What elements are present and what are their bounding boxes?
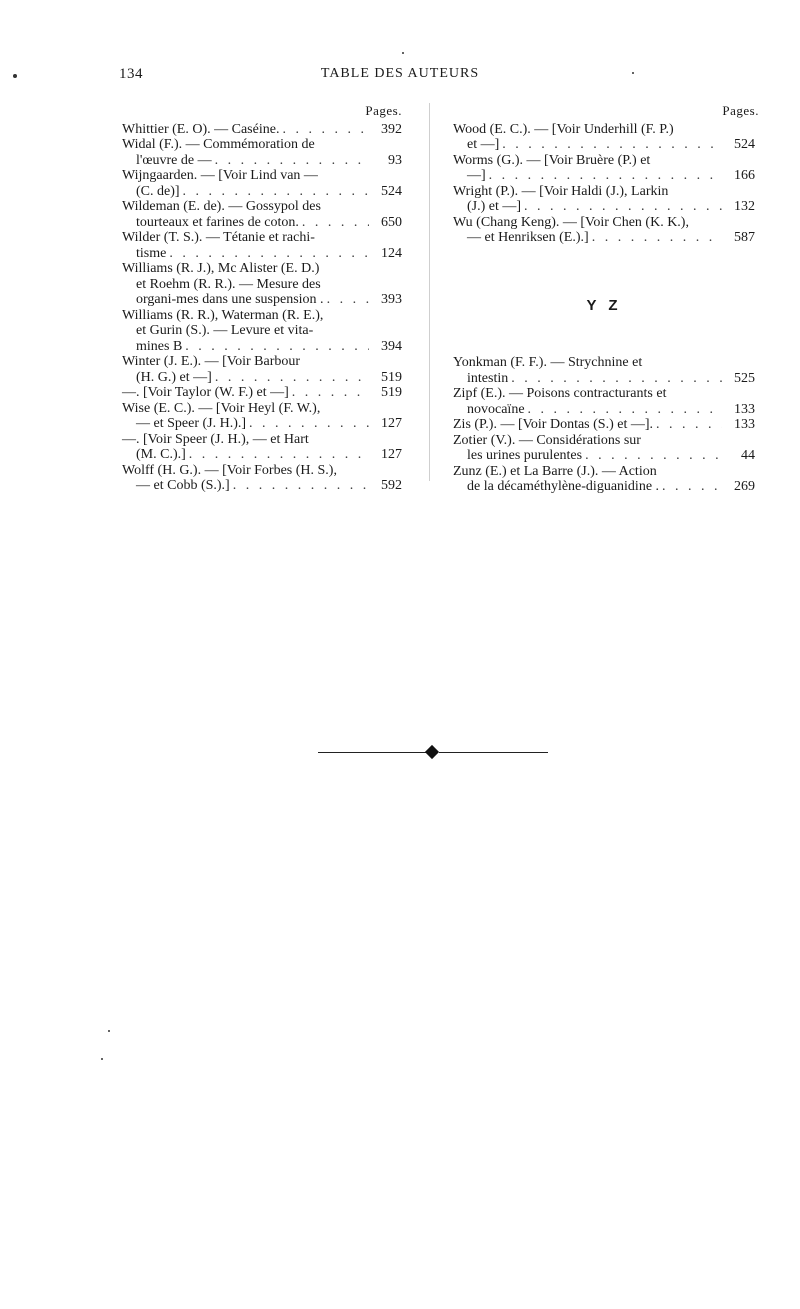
entry-text: mines B <box>136 338 183 354</box>
entry-text: —. [Voir Taylor (W. F.) et —] <box>122 385 289 400</box>
right-index-column <box>453 103 759 495</box>
entry-page-number: 524 <box>381 183 402 199</box>
ornament-rule-right <box>439 752 548 753</box>
leader-dots <box>233 478 369 494</box>
ornament-rule-left <box>318 752 426 753</box>
index-entry <box>122 463 402 494</box>
entry-text: Wolff (H. G.). — [Voir Forbes (H. S.), <box>122 462 337 478</box>
leader-dots <box>169 246 369 262</box>
leader-dots <box>528 402 722 418</box>
page-number: 134 <box>119 66 143 82</box>
entry-line <box>122 261 402 277</box>
left-entry-list <box>122 122 402 494</box>
entry-text: Zipf (E.). — Poisons contracturants et <box>453 386 667 401</box>
print-speck <box>402 52 404 54</box>
entry-text: et Gurin (S.). — Levure et vita- <box>136 323 314 338</box>
entry-line <box>453 199 755 215</box>
entry-text: — et Henriksen (E.).] <box>467 230 589 245</box>
right-entry-list-w <box>453 122 755 246</box>
column-divider <box>429 103 430 481</box>
running-head: TABLE DES AUTEURS <box>320 66 480 81</box>
entry-text: Williams (R. R.), Waterman (R. E.), <box>122 307 324 323</box>
index-entry <box>122 137 402 168</box>
print-speck <box>108 1030 110 1032</box>
entry-line <box>122 277 402 293</box>
entry-text: (H. G.) et —] <box>136 369 212 385</box>
entry-text: Wood (E. C.). — [Voir Underhill (F. P.) <box>453 121 674 137</box>
entry-page-number: 592 <box>381 478 402 493</box>
index-entry <box>122 354 402 385</box>
leader-dots <box>215 153 369 169</box>
index-entry <box>122 432 402 463</box>
entry-line <box>122 184 402 200</box>
index-entry <box>453 355 755 386</box>
entry-text: — et Cobb (S.).] <box>136 478 230 493</box>
leader-dots <box>489 168 722 184</box>
entry-line <box>122 416 402 432</box>
right-entry-list-yz <box>453 355 755 495</box>
print-speck <box>632 72 634 74</box>
entry-text: de la décaméthylène-diguanidine . <box>467 479 660 494</box>
entry-line <box>453 417 755 433</box>
index-entry <box>453 215 755 246</box>
entry-text: Williams (R. J.), Mc Alister (E. D.) <box>122 261 320 276</box>
entry-text: organi-mes dans une suspension . <box>136 292 324 307</box>
print-speck <box>101 1058 103 1060</box>
entry-page-number: 93 <box>388 152 402 168</box>
entry-text: Wildeman (E. de). — Gossypol des <box>122 199 321 214</box>
entry-line <box>453 479 755 495</box>
leader-dots <box>302 215 369 231</box>
entry-text: Zis (P.). — [Voir Dontas (S.) et —]. <box>453 417 654 432</box>
entry-page-number: 44 <box>741 448 755 463</box>
entry-line <box>122 463 402 479</box>
leader-dots <box>249 416 369 432</box>
entry-line <box>122 339 402 355</box>
entry-line <box>122 168 402 184</box>
entry-line <box>453 153 755 169</box>
index-entry <box>453 464 755 495</box>
leader-dots <box>592 230 722 246</box>
entry-text: Zotier (V.). — Considérations sur <box>453 432 641 448</box>
entry-line <box>453 355 755 371</box>
entry-page-number: 524 <box>734 137 755 152</box>
index-entry <box>122 168 402 199</box>
entry-line <box>122 478 402 494</box>
index-entry <box>122 308 402 355</box>
index-entry <box>453 184 755 215</box>
entry-page-number: 269 <box>734 479 755 494</box>
entry-text: Winter (J. E.). — [Voir Barbour <box>122 354 301 369</box>
leader-dots <box>183 184 369 200</box>
entry-line <box>122 199 402 215</box>
entry-line <box>122 385 402 401</box>
index-entry <box>453 417 755 433</box>
leader-dots <box>282 122 369 138</box>
entry-line <box>453 433 755 449</box>
entry-text: novocaïne <box>467 401 525 417</box>
entry-line <box>122 215 402 231</box>
entry-line <box>122 447 402 463</box>
entry-line <box>122 432 402 448</box>
entry-line <box>453 168 755 184</box>
entry-line <box>122 246 402 262</box>
entry-text: (M. C.).] <box>136 447 186 462</box>
index-entry <box>122 230 402 261</box>
entry-line <box>122 323 402 339</box>
entry-page-number: 132 <box>734 199 755 214</box>
entry-text: Worms (G.). — [Voir Bruère (P.) et <box>453 152 651 168</box>
entry-text: —] <box>467 168 486 183</box>
entry-page-number: 124 <box>381 245 402 261</box>
entry-text: Zunz (E.) et La Barre (J.). — Action <box>453 463 657 479</box>
entry-text: Wilder (T. S.). — Tétanie et rachi- <box>122 230 315 245</box>
entry-page-number: 650 <box>381 214 402 230</box>
entry-page-number: 392 <box>381 121 402 137</box>
entry-line <box>453 448 755 464</box>
leader-dots <box>292 385 369 401</box>
index-entry <box>453 433 755 464</box>
entry-line <box>122 122 402 138</box>
entry-line <box>122 137 402 153</box>
leader-dots <box>511 371 722 387</box>
entry-page-number: 133 <box>734 417 755 432</box>
index-entry <box>122 401 402 432</box>
print-speck <box>13 74 17 78</box>
entry-line <box>453 386 755 402</box>
entry-page-number: 519 <box>381 385 402 400</box>
entry-text: (C. de)] <box>136 183 180 199</box>
entry-line <box>122 230 402 246</box>
entry-text: Wijngaarden. — [Voir Lind van — <box>122 168 318 183</box>
pages-column-heading: Pages. <box>365 103 402 118</box>
entry-text: Wise (E. C.). — [Voir Heyl (F. W.), <box>122 400 321 416</box>
entry-text: Wu (Chang Keng). — [Voir Chen (K. K.), <box>453 214 689 230</box>
leader-dots <box>215 370 369 386</box>
entry-line <box>453 184 755 200</box>
entry-page-number: 519 <box>381 369 402 385</box>
end-ornament <box>318 745 548 761</box>
entry-text: tisme <box>136 245 167 261</box>
leader-dots <box>327 292 369 308</box>
leader-dots <box>502 137 722 153</box>
entry-text: tourteaux et farines de coton. <box>136 214 299 230</box>
leader-dots <box>524 199 722 215</box>
entry-page-number: 393 <box>381 292 402 307</box>
index-entry <box>122 199 402 230</box>
index-entry <box>453 386 755 417</box>
entry-text: Widal (F.). — Commémoration de <box>122 137 315 152</box>
entry-page-number: 127 <box>381 416 402 431</box>
entry-text: —. [Voir Speer (J. H.), — et Hart <box>122 431 309 447</box>
entry-text: et —] <box>467 137 500 152</box>
entry-text: les urines purulentes <box>467 448 583 463</box>
diamond-icon <box>425 745 439 759</box>
entry-line <box>453 137 755 153</box>
entry-line <box>122 370 402 386</box>
entry-line <box>453 402 755 418</box>
pages-column-heading: Pages. <box>722 103 759 118</box>
index-entry <box>122 261 402 308</box>
entry-page-number: 166 <box>734 168 755 183</box>
entry-text: l'œuvre de — <box>136 152 212 168</box>
entry-page-number: 525 <box>734 370 755 386</box>
entry-line <box>453 464 755 480</box>
entry-text: Yonkman (F. F.). — Strychnine et <box>453 355 643 370</box>
index-entry <box>453 153 755 184</box>
leader-dots <box>662 479 722 495</box>
index-entry <box>122 122 402 138</box>
entry-text: — et Speer (J. H.).] <box>136 416 247 431</box>
entry-line <box>122 308 402 324</box>
left-index-column <box>122 103 402 494</box>
index-entry <box>122 385 402 401</box>
leader-dots <box>585 448 722 464</box>
entry-line <box>453 371 755 387</box>
entry-text: Wright (P.). — [Voir Haldi (J.), Larkin <box>453 183 669 199</box>
entry-page-number: 394 <box>381 338 402 354</box>
entry-text: Whittier (E. O). — Caséine. <box>122 121 280 137</box>
entry-text: (J.) et —] <box>467 199 522 214</box>
entry-line <box>122 153 402 169</box>
leader-dots <box>656 417 722 433</box>
section-letters-heading: Y Z <box>586 296 622 314</box>
entry-line <box>122 292 402 308</box>
entry-line <box>453 215 755 231</box>
entry-line <box>122 354 402 370</box>
entry-text: intestin <box>467 370 509 386</box>
leader-dots <box>189 447 369 463</box>
entry-page-number: 127 <box>381 447 402 462</box>
entry-line <box>122 401 402 417</box>
entry-page-number: 133 <box>734 401 755 417</box>
leader-dots <box>185 339 369 355</box>
entry-text: et Roehm (R. R.). — Mesure des <box>136 276 321 292</box>
entry-line <box>453 122 755 138</box>
entry-line <box>453 230 755 246</box>
entry-page-number: 587 <box>734 230 755 245</box>
index-entry <box>453 122 755 153</box>
